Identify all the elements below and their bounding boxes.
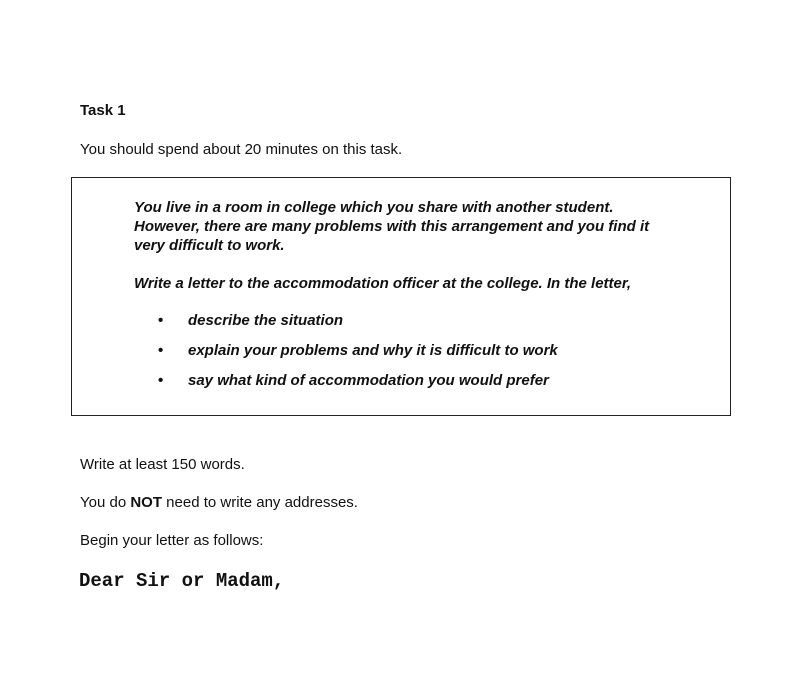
situation-line-3: very difficult to work. xyxy=(134,237,285,254)
letter-salutation: Dear Sir or Madam, xyxy=(79,570,285,592)
task-title: Task 1 xyxy=(80,102,126,119)
situation-line-2: However, there are many problems with this arrangement and you find it xyxy=(134,218,650,235)
requirement-describe-situation: describe the situation xyxy=(188,312,344,329)
requirement-preferred-accommodation: say what kind of accommodation you would prefer xyxy=(188,372,549,389)
list-item xyxy=(158,311,558,341)
list-item xyxy=(158,371,558,401)
list-item xyxy=(158,341,558,371)
addresses-emphasis: NOT xyxy=(130,494,163,511)
addresses-text-after: need to write any addresses. xyxy=(162,494,358,511)
letter-task-text: Write a letter to the accommodation officer at the college. In the letter, xyxy=(134,275,632,292)
situation-text xyxy=(134,198,714,255)
task-prompt-box xyxy=(71,177,731,416)
bullet-icon: • xyxy=(158,312,164,329)
begin-letter-instruction: Begin your letter as follows: xyxy=(80,532,264,549)
letter-requirements-list xyxy=(158,311,558,401)
situation-line-1: You live in a room in college which you share with another student. xyxy=(134,199,614,216)
bullet-icon: • xyxy=(158,372,164,389)
addresses-text-before: You do xyxy=(80,494,131,511)
requirement-explain-problems: explain your problems and why it is difficult to work xyxy=(188,342,558,359)
time-instruction: You should spend about 20 minutes on this task. xyxy=(80,141,403,158)
addresses-instruction xyxy=(80,494,358,511)
word-count-instruction: Write at least 150 words. xyxy=(80,456,245,473)
bullet-icon: • xyxy=(158,342,164,359)
